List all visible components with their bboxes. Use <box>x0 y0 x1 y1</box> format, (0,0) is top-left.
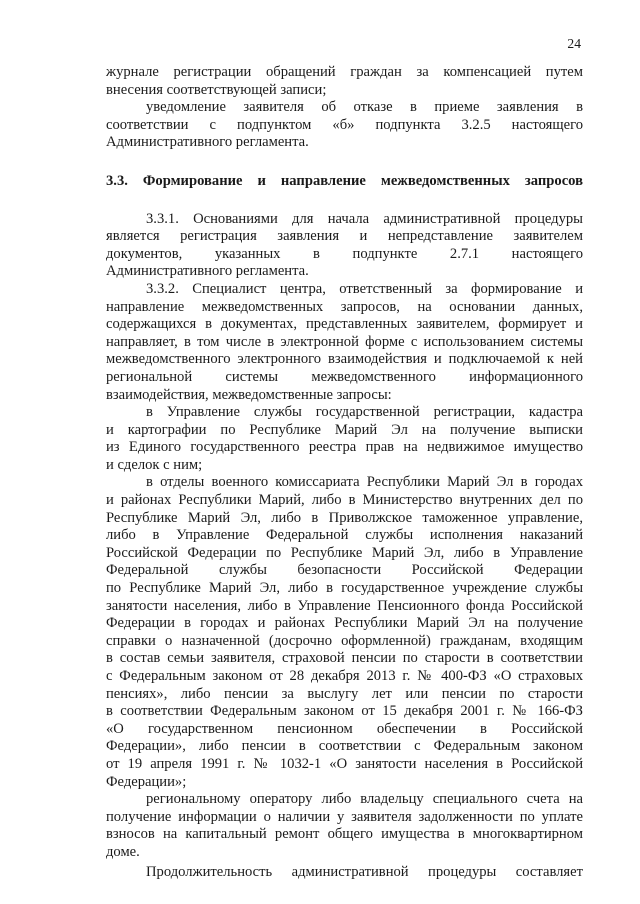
text-line: Административного регламента. <box>106 134 309 151</box>
text-line: в Управление службы государственной регистрации, кадастра <box>146 404 583 421</box>
text-line: доме. <box>106 843 140 860</box>
text-line: с Федеральным законом от 28 декабря 2013 г. № 400-ФЗ «О страховых <box>106 668 583 684</box>
text-line: справки о назначенной (досрочно оформленной) гражданам, входящим <box>106 632 583 649</box>
text-line: Республике Марий Эл, либо в Приволжское таможенное управление, <box>106 509 583 526</box>
text-line: внесения соответствующей записи; <box>106 81 327 98</box>
paragraph <box>106 404 583 474</box>
paragraph <box>106 211 583 281</box>
text-line: взносов на капитальный ремонт общего имущества в многоквартирном <box>106 826 583 843</box>
text-line: уведомление заявителя об отказе в приеме заявления в <box>146 99 583 116</box>
text-line: межведомственного электронного взаимодействия и подключаемой к ней <box>106 351 583 368</box>
text-line: пенсиях», либо пенсии за выслугу лет или пенсии по старости <box>106 685 583 702</box>
text-line: документов, указанных в подпункте 2.7.1 настоящего <box>106 245 583 262</box>
section-heading: 3.3. Формирование и направление межведомственных запросов <box>106 172 583 189</box>
text-line: занятости населения, либо в Управление Пенсионного фонда Российской <box>106 597 583 614</box>
text-line: в состав семьи заявителя, страховой пенсии по старости в соответствии <box>106 650 583 667</box>
text-line: 3.3.2. Специалист центра, ответственный за формирование и <box>146 280 583 297</box>
text-line: взаимодействия, межведомственные запросы: <box>106 386 392 403</box>
text-line: направляет, в том числе в электронной форме с использованием системы <box>106 333 583 350</box>
paragraph <box>106 281 583 404</box>
text-line: Российской Федерации по Республике Марий Эл, либо в Управление <box>106 544 583 561</box>
text-line: содержащихся в документах, представленных заявителем, формирует и <box>106 316 583 333</box>
paragraph <box>106 99 583 152</box>
text-line: из Единого государственного реестра прав на недвижимое имущество <box>106 439 583 456</box>
text-line: получение информации о наличии у заявителя задолженности по уплате <box>106 808 583 825</box>
text-line: в соответствии Федеральным законом от 15 декабря 2001 г. № 166-ФЗ <box>106 703 583 720</box>
text-line: либо в Управление Федеральной службы исполнения наказаний <box>106 527 583 544</box>
text-line: в отделы военного комиссариата Республики Марий Эл в городах <box>146 474 583 491</box>
text-line: Федерации в городах и районах Республики Марий Эл на получение <box>106 615 583 632</box>
text-line: Федерации», либо пенсии в соответствии с Федеральным законом <box>106 738 583 755</box>
text-line: Федеральной службы безопасности Российской Федерации <box>106 562 583 579</box>
text-line: 3.3.1. Основаниями для начала административной процедуры <box>146 210 583 227</box>
text-line: региональному оператору либо владельцу специального счета на <box>146 791 583 808</box>
text-line: Продолжительность административной процедуры составляет <box>146 863 583 880</box>
page-number: 24 <box>567 36 581 51</box>
text-line: является регистрация заявления и непредставление заявителем <box>106 228 583 245</box>
text-line: и сделок с ним; <box>106 456 203 473</box>
paragraph <box>106 64 583 99</box>
text-line: журнале регистрации обращений граждан за компенсацией путем <box>106 64 583 80</box>
document-body <box>106 64 583 881</box>
text-line: Федерации»; <box>106 773 187 790</box>
text-line: «О государственном пенсионном обеспечении в Российской <box>106 720 583 737</box>
paragraph <box>106 864 583 882</box>
paragraph <box>106 791 583 861</box>
text-line: от 19 апреля 1991 г. № 1032-1 «О занятости населения в Российской <box>106 755 583 772</box>
text-line: направление межведомственных запросов, на основании данных, <box>106 298 583 315</box>
text-line: Административного регламента. <box>106 263 309 280</box>
text-line: по Республике Марий Эл, либо в государственное учреждение службы <box>106 580 583 597</box>
paragraph <box>106 474 583 791</box>
text-line: и картографии по Республике Марий Эл на получение выписки <box>106 421 583 438</box>
text-line: и районах Республики Марий, либо в Министерство внутренних дел по <box>106 492 583 509</box>
text-line: соответствии с подпунктом «б» подпункта 3.2.5 настоящего <box>106 116 583 133</box>
text-line: региональной системы межведомственного информационного <box>106 368 583 385</box>
